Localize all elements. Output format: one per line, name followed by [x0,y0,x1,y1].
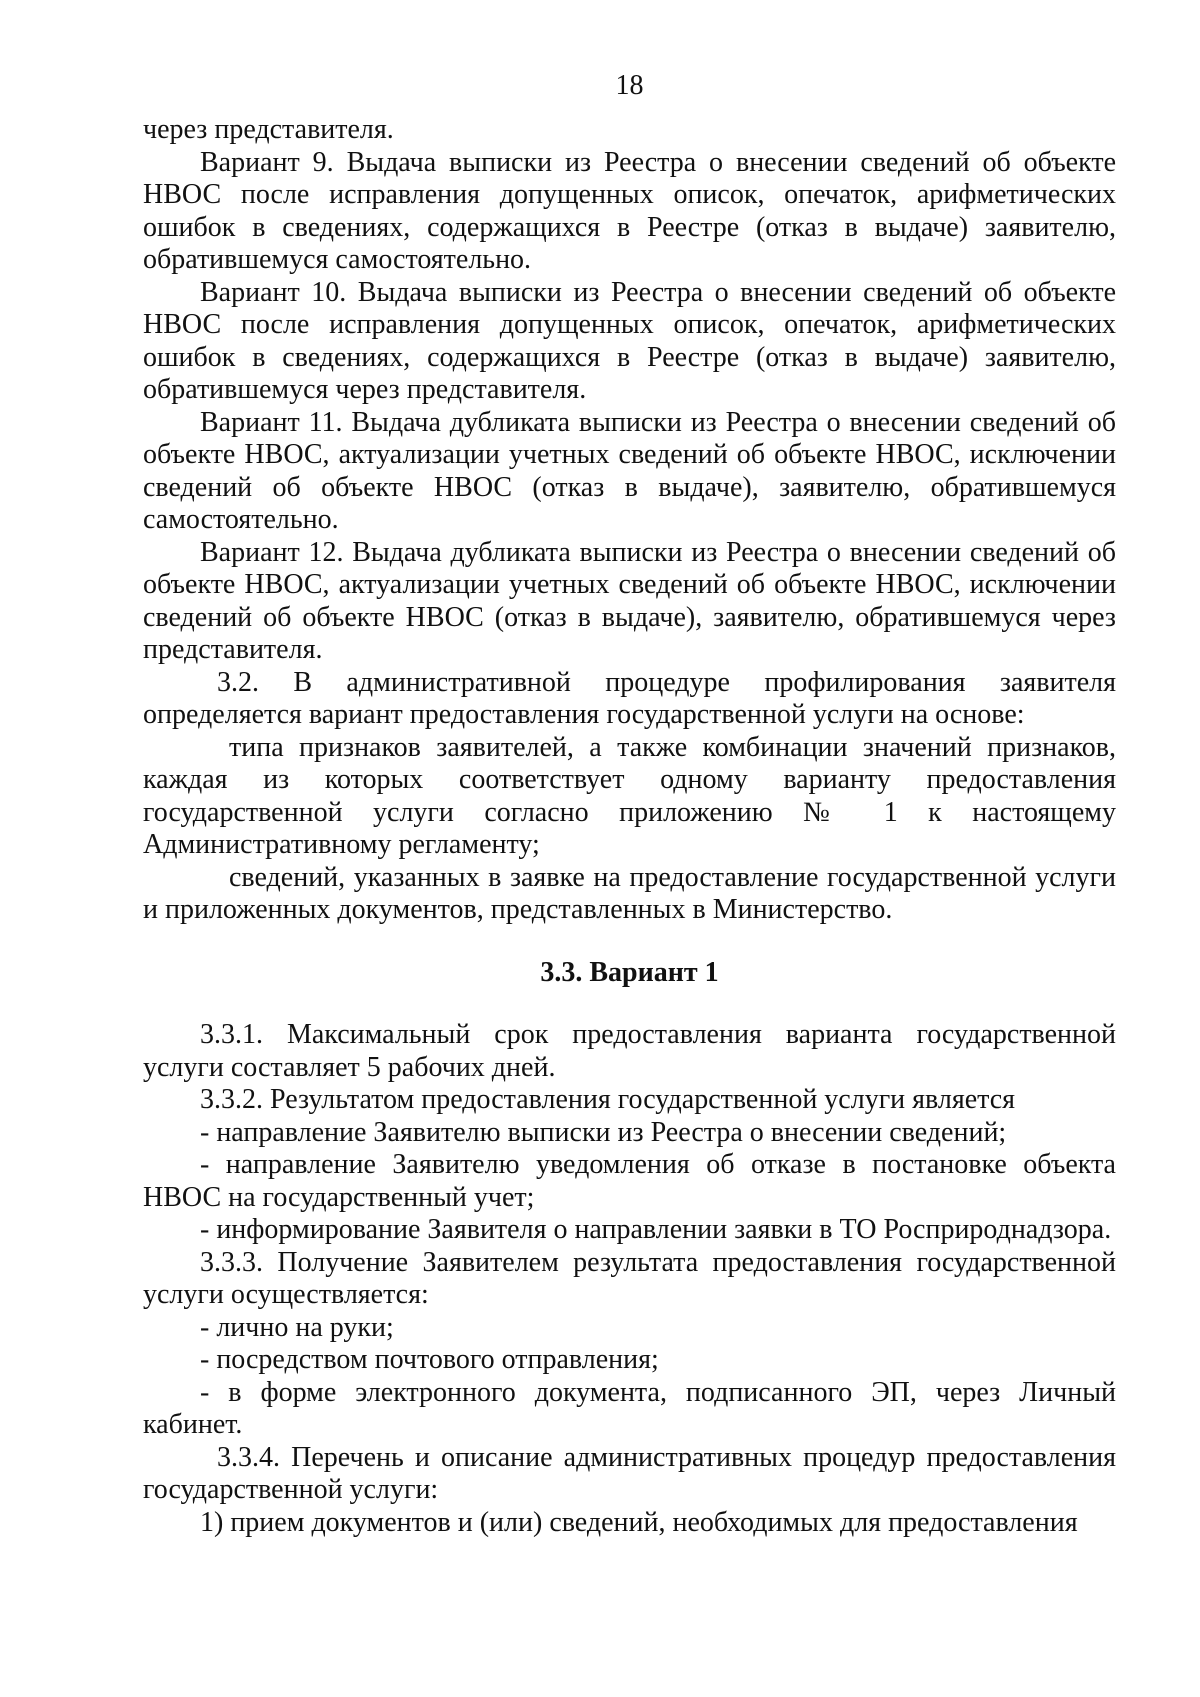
paragraph-variant-9: Вариант 9. Выдача выписки из Реестра о внесении сведений об объекте НВОС после исправления допущенных описок, опечаток, арифметических ошибок в сведениях, содержащихся в Реестре (отказ в выдаче) заявителю, обратившемуся самостоятельно. [143,146,1116,275]
paragraph-3-3-1: 3.3.1. Максимальный срок предоставления варианта государственной услуги составляет 5 рабочих дней. [143,1019,1116,1083]
list-item: - в форме электронного документа, подписанного ЭП, через Личный кабинет. [143,1376,1116,1440]
paragraph-3-2: 3.2. В административной процедуре профилирования заявителя определяется вариант предоставления государственной услуги на основе: [143,666,1116,730]
list-item: - информирование Заявителя о направлении заявки в ТО Росприроднадзора. [200,1214,1112,1245]
paragraph-variant-11: Вариант 11. Выдача дубликата выписки из Реестра о внесении сведений об объекте НВОС, актуализации учетных сведений об объекте НВОС, исключении сведений об объекте НВОС (отказ в выдаче), заявителю, обратившемуся самостоятельно. [143,406,1116,535]
paragraph-3-3-3: 3.3.3. Получение Заявителем результата предоставления государственной услуги осуществляется: [143,1246,1116,1310]
section-heading: 3.3. Вариант 1 [540,956,719,988]
paragraph-basis-types: типа признаков заявителей, а также комбинации значений признаков, каждая из которых соответствует одному варианту предоставления государственной услуги согласно приложению № 1 к настоящему Административному регламенту; [143,731,1116,860]
paragraph-basis-info: сведений, указанных в заявке на предоставление государственной услуги и приложенных документов, представленных в Министерство. [143,861,1116,925]
paragraph: через представителя. [143,114,394,145]
paragraph-3-3-2: 3.3.2. Результатом предоставления государственной услуги является [200,1084,1016,1115]
list-item: - лично на руки; [200,1311,394,1343]
paragraph-variant-10: Вариант 10. Выдача выписки из Реестра о внесении сведений об объекте НВОС после исправления допущенных описок, опечаток, арифметических ошибок в сведениях, содержащихся в Реестре (отказ в выдаче) заявителю, обратившемуся через представителя. [143,276,1116,405]
page-number: 18 [615,70,644,101]
paragraph-3-3-4: 3.3.4. Перечень и описание административных процедур предоставления государственной услуги: [143,1441,1116,1505]
list-item: 1) прием документов и (или) сведений, необходимых для предоставления [200,1506,1078,1538]
document-page [143,68,1116,1539]
list-item: - направление Заявителю выписки из Реестра о внесении сведений; [200,1116,1007,1148]
paragraph-variant-12: Вариант 12. Выдача дубликата выписки из Реестра о внесении сведений об объекте НВОС, актуализации учетных сведений об объекте НВОС, исключении сведений об объекте НВОС (отказ в выдаче), заявителю, обратившемуся через представителя. [143,536,1116,665]
list-item: - направление Заявителю уведомления об отказе в постановке объекта НВОС на государственный учет; [143,1149,1116,1213]
list-item: - посредством почтового отправления; [200,1344,659,1375]
